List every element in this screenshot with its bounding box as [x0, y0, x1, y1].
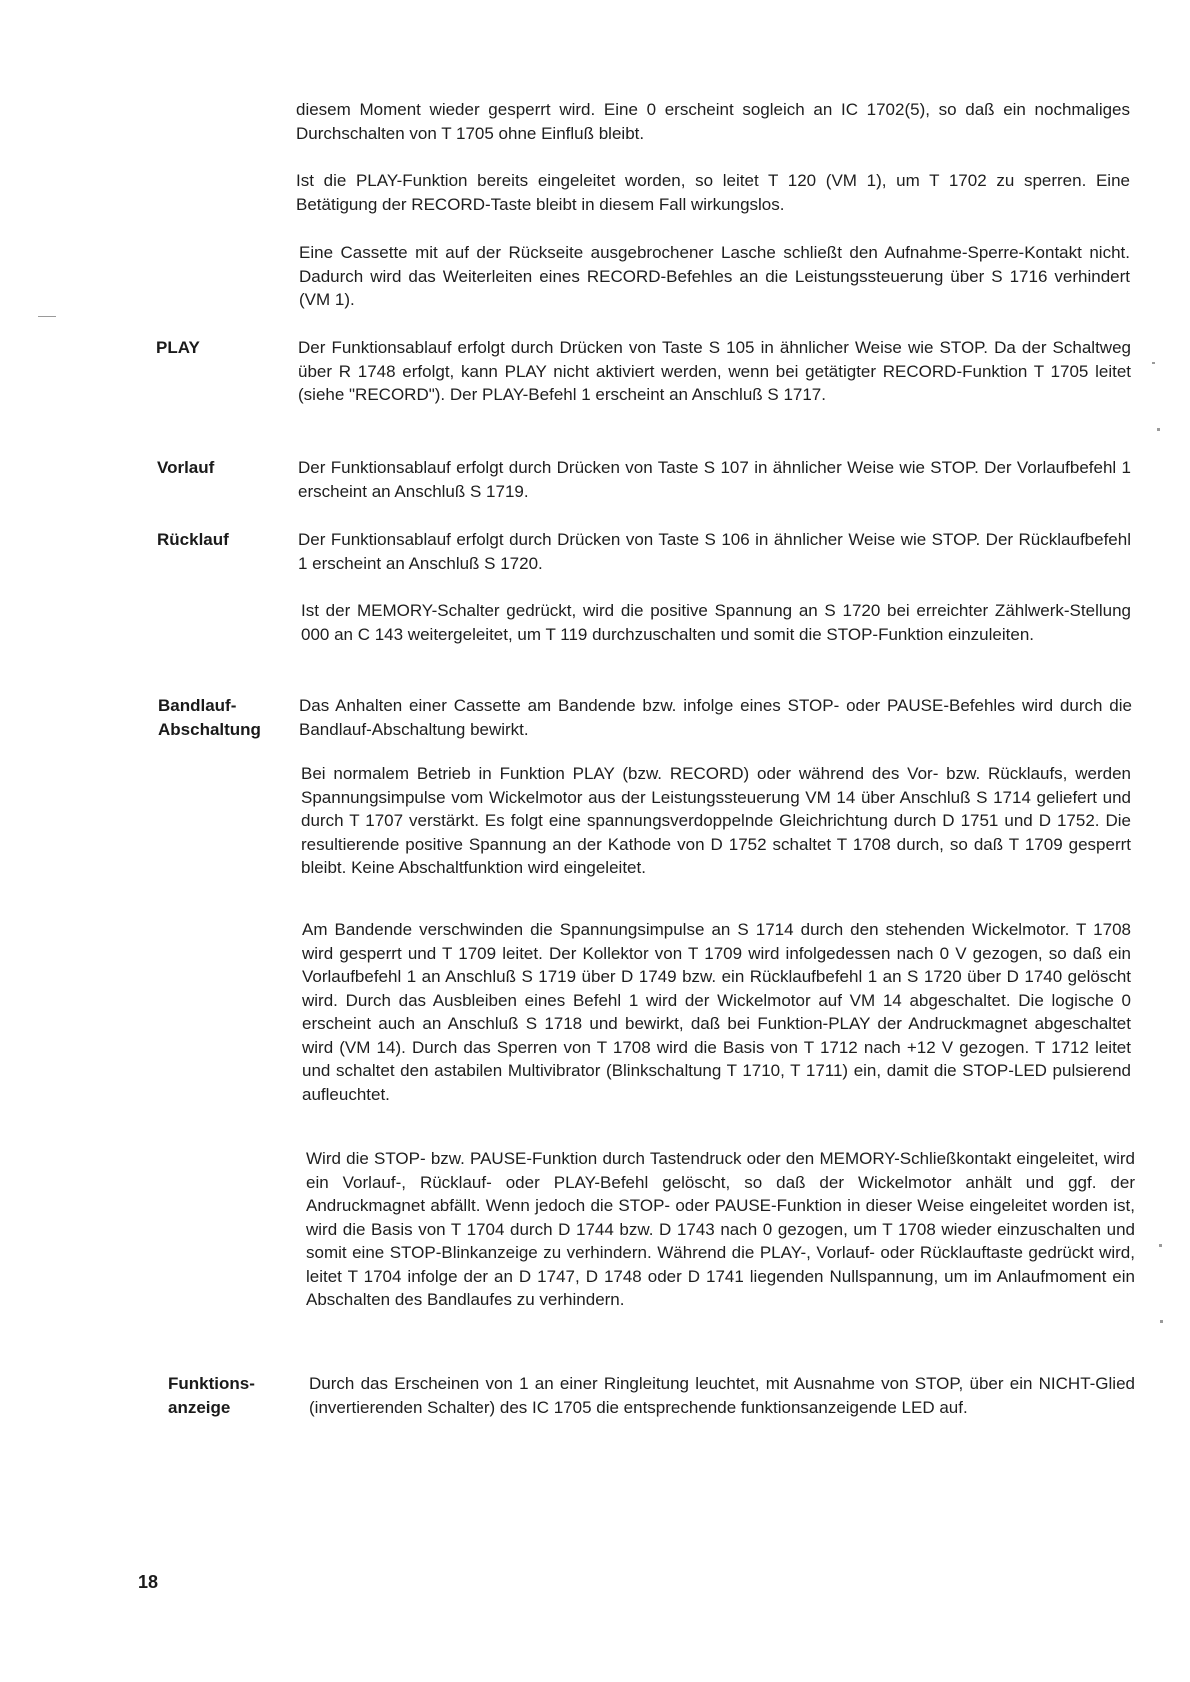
label-line: Rücklauf: [157, 530, 229, 549]
paragraph: Durch das Erscheinen von 1 an einer Ringleitung leuchtet, mit Ausnahme von STOP, über ein NICHT-Glied (invertierenden Schalter) des IC 1705 die entsprechende funktionsanzeigende LED auf.: [309, 1374, 1135, 1417]
paragraph: Ist der MEMORY-Schalter gedrückt, wird die positive Spannung an S 1720 bei erreichter Zählwerk-Stellung 000 an C 143 weitergeleitet, um T 119 durchzuschalten und somit die STOP-Funktion einzuleiten.: [301, 601, 1131, 644]
label-line: anzeige: [168, 1397, 231, 1417]
paragraph: Der Funktionsablauf erfolgt durch Drücken von Taste S 105 in ähnlicher Weise wie STOP. Da der Schaltweg über R 1748 erfolgt, kann PLAY nicht aktiviert werden, wenn bei getätigter RECORD-Funktion T 1705 leitet (siehe "RECORD"). Der PLAY-Befehl 1 erscheint an Anschluß S 1717.: [298, 338, 1131, 404]
scan-mark: [1159, 1244, 1162, 1247]
label-line: Funktions-: [168, 1374, 255, 1393]
label-line: Vorlauf: [157, 458, 215, 477]
section-label-vorlauf: [157, 456, 214, 480]
paragraph: Der Funktionsablauf erfolgt durch Drücken von Taste S 107 in ähnlicher Weise wie STOP. Der Vorlaufbefehl 1 erscheint an Anschluß S 1719.: [298, 458, 1131, 501]
section-label-play: [156, 336, 200, 360]
scan-mark: [1157, 428, 1160, 431]
paragraph: Der Funktionsablauf erfolgt durch Drücken von Taste S 106 in ähnlicher Weise wie STOP. Der Rücklaufbefehl 1 erscheint an Anschluß S 1720.: [298, 530, 1131, 573]
label-line: PLAY: [156, 338, 200, 357]
label-line: Bandlauf-: [158, 696, 237, 715]
section-label-ruecklauf: [157, 528, 229, 552]
page-number: 18: [138, 1572, 159, 1592]
scan-mark: [1152, 362, 1155, 364]
scan-mark: [38, 316, 56, 317]
paragraph: Eine Cassette mit auf der Rückseite ausgebrochener Lasche schließt den Aufnahme-Sperre-Kontakt nicht. Dadurch wird das Weiterleiten eines RECORD-Befehles an die Leistungssteuerung über S 1716 verhindert (VM 1).: [299, 243, 1130, 309]
paragraph: Am Bandende verschwinden die Spannungsimpulse an S 1714 durch den stehenden Wickelmotor. T 1708 wird gesperrt und T 1709 leitet. Der Kollektor von T 1709 wird infolgedessen nach 0 V gezogen, so daß ein Vorlaufbefehl 1 an Anschluß S 1719 über D 1749 bzw. ein Rücklaufbefehl 1 an S 1720 über D 1740 gelöscht wird. Durch das Ausbleiben eines Befehl 1 wird der Wickelmotor auf VM 14 abgeschaltet. Die logische 0 erscheint auch an Anschluß S 1718 und bewirkt, daß bei Funktion-PLAY der Andruckmagnet abgeschaltet wird (VM 14). Durch das Sperren von T 1708 wird die Basis von T 1712 nach +12 V gezogen. T 1712 leitet und schaltet den astabilen Multivibrator (Blinkschaltung T 1710, T 1711) ein, damit die STOP-LED pulsierend aufleuchtet.: [302, 920, 1131, 1104]
paragraph: Wird die STOP- bzw. PAUSE-Funktion durch Tastendruck oder den MEMORY-Schließkontakt eingeleitet, wird ein Vorlauf-, Rücklauf- oder PLAY-Befehl gelöscht, so daß der Wickelmotor anhält und ggf. der Andruckmagnet abfällt. Wenn jedoch die STOP- oder PAUSE-Funktion in dieser Weise eingeleitet worden ist, wird die Basis von T 1704 durch D 1744 bzw. D 1743 nach 0 gezogen, um T 1708 wieder einzuschalten und somit eine STOP-Blinkanzeige zu verhindern. Während die PLAY-, Vorlauf- oder Rücklauftaste gedrückt wird, leitet T 1704 infolge der an D 1747, D 1748 oder D 1741 liegenden Nullspannung, um im Anlaufmoment ein Abschalten des Bandlaufes zu verhindern.: [306, 1149, 1135, 1309]
paragraph: Das Anhalten einer Cassette am Bandende bzw. infolge eines STOP- oder PAUSE-Befehles wird durch die Bandlauf-Abschaltung bewirkt.: [299, 696, 1132, 739]
section-label-funktionsanzeige: [168, 1372, 255, 1419]
paragraph: Bei normalem Betrieb in Funktion PLAY (bzw. RECORD) oder während des Vor- bzw. Rücklaufs, werden Spannungsimpulse vom Wickelmotor aus der Leistungssteuerung VM 14 über Anschluß S 1714 geliefert und durch T 1707 verstärkt. Es folgt eine spannungsverdoppelnde Gleichrichtung durch D 1751 und D 1752. Die resultierende positive Spannung an der Kathode von D 1752 schaltet T 1708 durch, so daß T 1709 gesperrt bleibt. Keine Abschaltfunktion wird eingeleitet.: [301, 764, 1131, 877]
scan-mark: [1160, 1320, 1163, 1323]
label-line: Abschaltung: [158, 719, 261, 739]
section-label-bandlauf: [158, 694, 261, 741]
paragraph: Ist die PLAY-Funktion bereits eingeleitet worden, so leitet T 120 (VM 1), um T 1702 zu sperren. Eine Betätigung der RECORD-Taste bleibt in diesem Fall wirkungslos.: [296, 171, 1130, 214]
paragraph: diesem Moment wieder gesperrt wird. Eine 0 erscheint sogleich an IC 1702(5), so daß ein nochmaliges Durchschalten von T 1705 ohne Einfluß bleibt.: [296, 100, 1130, 143]
